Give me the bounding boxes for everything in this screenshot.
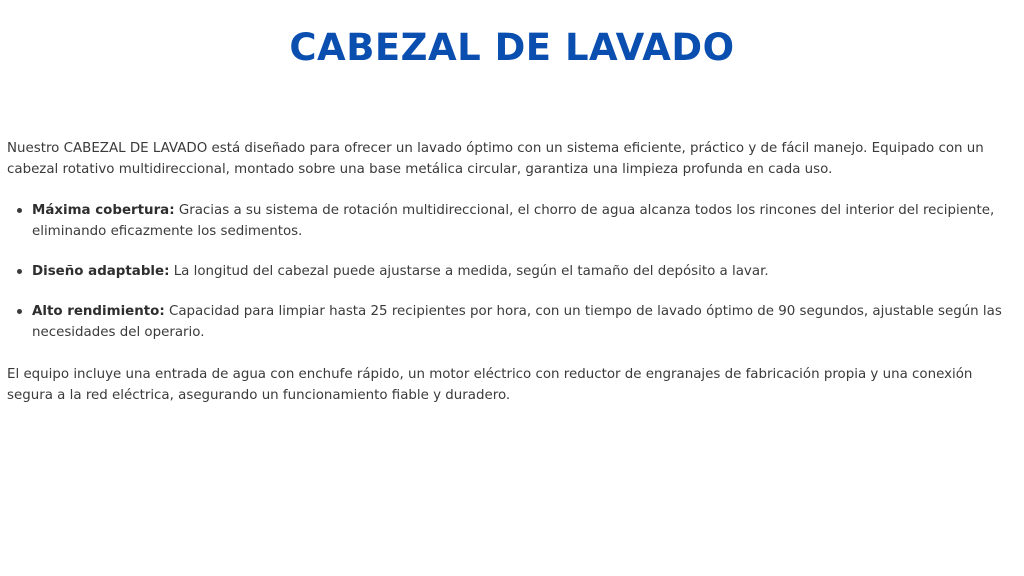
slide-body xyxy=(7,138,1019,406)
intro-paragraph: Nuestro CABEZAL DE LAVADO está diseñado para ofrecer un lavado óptimo con un sistema eficiente, práctico y de fácil manejo. Equipado con un cabezal rotativo multidireccional, montado sobre una base metálica circular, garantiza una limpieza profunda en cada uso. xyxy=(7,141,984,177)
feature-list xyxy=(7,200,1019,343)
feature-text: Capacidad para limpiar hasta 25 recipientes por hora, con un tiempo de lavado óptimo de 90 segundos, ajustable según las necesidades del operario. xyxy=(32,304,1002,340)
feature-item-coverage xyxy=(32,200,1019,242)
feature-label: Diseño adaptable: xyxy=(32,264,170,279)
page-title: CABEZAL DE LAVADO xyxy=(289,26,735,69)
feature-label: Máxima cobertura: xyxy=(32,203,175,218)
closing-paragraph: El equipo incluye una entrada de agua con enchufe rápido, un motor eléctrico con reductor de engranajes de fabricación propia y una conexión segura a la red eléctrica, asegurando un funcionamiento fiable y duradero. xyxy=(7,367,973,403)
feature-text: La longitud del cabezal puede ajustarse a medida, según el tamaño del depósito a lavar. xyxy=(169,264,769,279)
feature-label: Alto rendimiento: xyxy=(32,304,165,319)
feature-item-performance xyxy=(32,301,1019,343)
feature-text: Gracias a su sistema de rotación multidireccional, el chorro de agua alcanza todos los rincones del interior del recipiente, eliminando eficazmente los sedimentos. xyxy=(32,203,995,239)
feature-item-design xyxy=(32,261,1019,282)
